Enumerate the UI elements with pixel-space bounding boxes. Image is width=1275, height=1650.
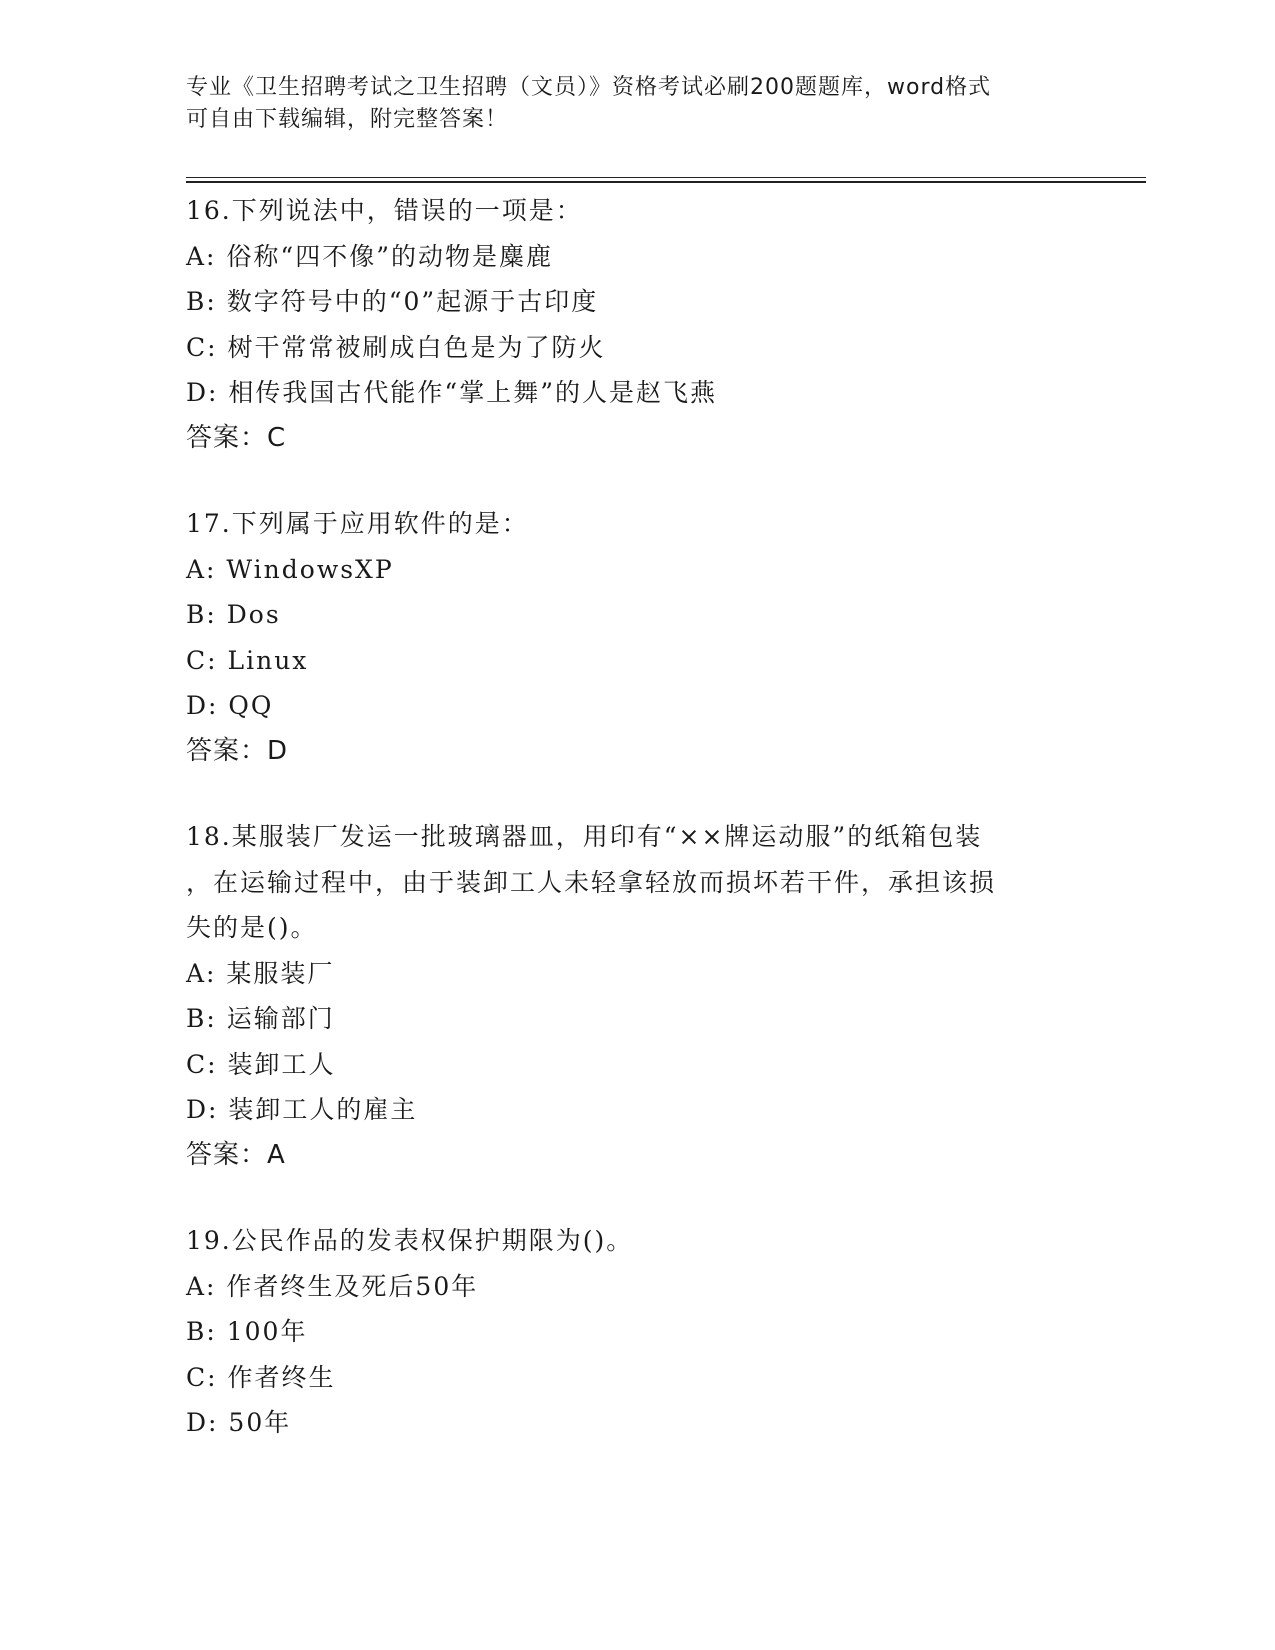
header-line-2: 可自由下载编辑，附完整答案！ (186, 107, 509, 132)
question-stem: 19.公民作品的发表权保护期限为()。 (186, 1226, 634, 1255)
option-a: A: WindowsXP (186, 554, 394, 584)
option-b: B: 运输部门 (186, 1004, 335, 1033)
question-stem: 16.下列说法中，错误的一项是： (186, 196, 583, 225)
question-19 (186, 1218, 1086, 1446)
header-divider-thin (186, 177, 1146, 178)
option-b: B: 数字符号中的“0”起源于古印度 (186, 287, 599, 316)
question-16 (186, 188, 1086, 461)
option-d: D: 50年 (186, 1408, 292, 1437)
option-a: A: 俗称“四不像”的动物是麋鹿 (186, 241, 553, 271)
option-c: C: Linux (186, 645, 309, 675)
question-stem-line-2: ，在运输过程中，由于装卸工人未轻拿轻放而损坏若干件，承担该损 (186, 867, 997, 897)
question-stem-line-3: 失的是()。 (186, 913, 318, 942)
option-a: A: 某服装厂 (186, 958, 335, 988)
option-d: D: 相传我国古代能作“掌上舞”的人是赵飞燕 (186, 378, 717, 407)
option-b: B: Dos (186, 600, 281, 629)
answer-label: 答案：D (186, 735, 289, 766)
option-c: C: 装卸工人 (186, 1049, 336, 1079)
option-b: B: 100年 (186, 1317, 308, 1346)
option-d: D: 装卸工人的雇主 (186, 1095, 418, 1124)
document-header (186, 72, 1066, 136)
question-stem: 17.下列属于应用软件的是： (186, 509, 529, 538)
question-stem-line-1: 18.某服装厂发运一批玻璃器皿，用印有“××牌运动服”的纸箱包装 (186, 822, 983, 851)
question-17 (186, 501, 1086, 774)
option-c: C: 作者终生 (186, 1362, 336, 1392)
answer-label: 答案：A (186, 1139, 286, 1170)
header-divider-thick (186, 181, 1146, 183)
option-d: D: QQ (186, 691, 274, 720)
answer-label: 答案：C (186, 422, 287, 453)
option-a: A: 作者终生及死后50年 (186, 1271, 479, 1301)
header-line-1: 专业《卫生招聘考试之卫生招聘（文员）》资格考试必刷200题题库，word格式 (186, 75, 992, 100)
question-list (186, 188, 1086, 1486)
option-c: C: 树干常常被刷成白色是为了防火 (186, 332, 606, 362)
question-18 (186, 814, 1086, 1178)
